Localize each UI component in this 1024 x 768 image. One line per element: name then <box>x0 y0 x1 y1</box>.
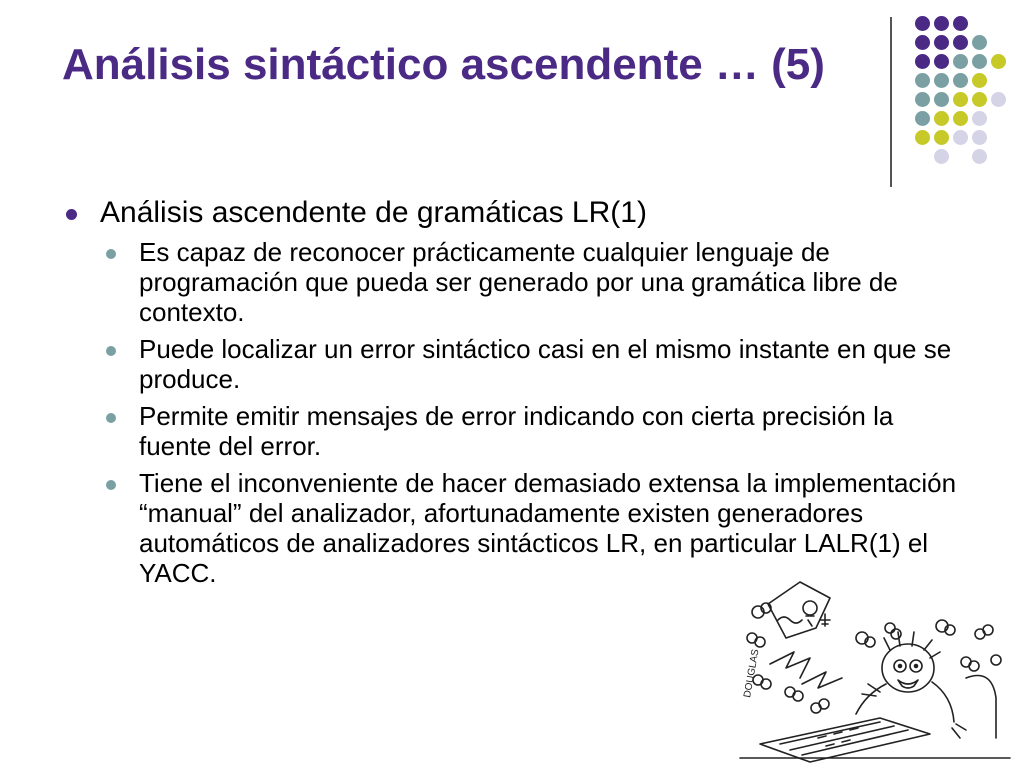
purple-dot <box>953 16 968 31</box>
lavender-dot <box>953 130 968 145</box>
sub-bullet-text: Tiene el inconveniente de hacer demasiado extensa la implementación “manual” del analizador, afortunadamente existen generadores automáticos de analizadores sintácticos LR, en particular LALR(1) el YACC. <box>139 468 957 588</box>
lime-dot <box>953 92 968 107</box>
title-divider <box>890 17 892 187</box>
sub-bullet-item <box>62 401 959 461</box>
bullet-dot-icon <box>106 346 116 356</box>
bullet-dot-icon <box>106 480 116 490</box>
lavender-dot <box>972 130 987 145</box>
lime-dot <box>934 130 949 145</box>
lime-dot <box>972 73 987 88</box>
sub-bullet-list <box>62 237 962 588</box>
sub-bullet-item <box>62 334 959 394</box>
sub-bullet-text: Puede localizar un error sintáctico casi en el mismo instante en que se produce. <box>139 334 952 394</box>
lime-dot <box>991 54 1006 69</box>
sub-bullet-text: Es capaz de reconocer prácticamente cualquier lenguaje de programación que pueda ser generado por una gramática libre de contexto. <box>139 237 898 327</box>
teal-dot <box>915 92 930 107</box>
purple-dot <box>953 35 968 50</box>
teal-dot <box>934 73 949 88</box>
purple-dot <box>915 54 930 69</box>
lavender-dot <box>934 149 949 164</box>
purple-dot <box>934 35 949 50</box>
slide-title: Análisis sintáctico ascendente … (5) <box>62 40 825 89</box>
cartoon-signature: DOUGLAS <box>742 648 762 699</box>
lime-dot <box>934 111 949 126</box>
teal-dot <box>953 54 968 69</box>
teal-dot <box>915 111 930 126</box>
purple-dot <box>915 35 930 50</box>
decorative-dot-grid <box>905 16 1015 166</box>
teal-dot <box>953 73 968 88</box>
main-bullet-item <box>62 195 962 231</box>
teal-dot <box>972 54 987 69</box>
main-bullet-text: Análisis ascendente de gramáticas LR(1) <box>100 196 647 229</box>
lavender-dot <box>991 92 1006 107</box>
purple-dot <box>915 16 930 31</box>
bullet-dot-icon <box>106 413 116 423</box>
slide-body <box>62 195 962 595</box>
teal-dot <box>972 35 987 50</box>
sub-bullet-item <box>62 237 959 327</box>
purple-dot <box>934 16 949 31</box>
purple-dot <box>934 54 949 69</box>
lime-dot <box>953 111 968 126</box>
lime-dot <box>915 130 930 145</box>
sub-bullet-text: Permite emitir mensajes de error indicando con cierta precisión la fuente del error. <box>139 401 894 461</box>
lime-dot <box>972 92 987 107</box>
frustrated-programmer-cartoon-icon <box>730 568 1020 764</box>
bullet-dot-icon <box>66 209 77 220</box>
bullet-dot-icon <box>106 249 116 259</box>
teal-dot <box>934 92 949 107</box>
lavender-dot <box>972 149 987 164</box>
lavender-dot <box>972 111 987 126</box>
teal-dot <box>915 73 930 88</box>
